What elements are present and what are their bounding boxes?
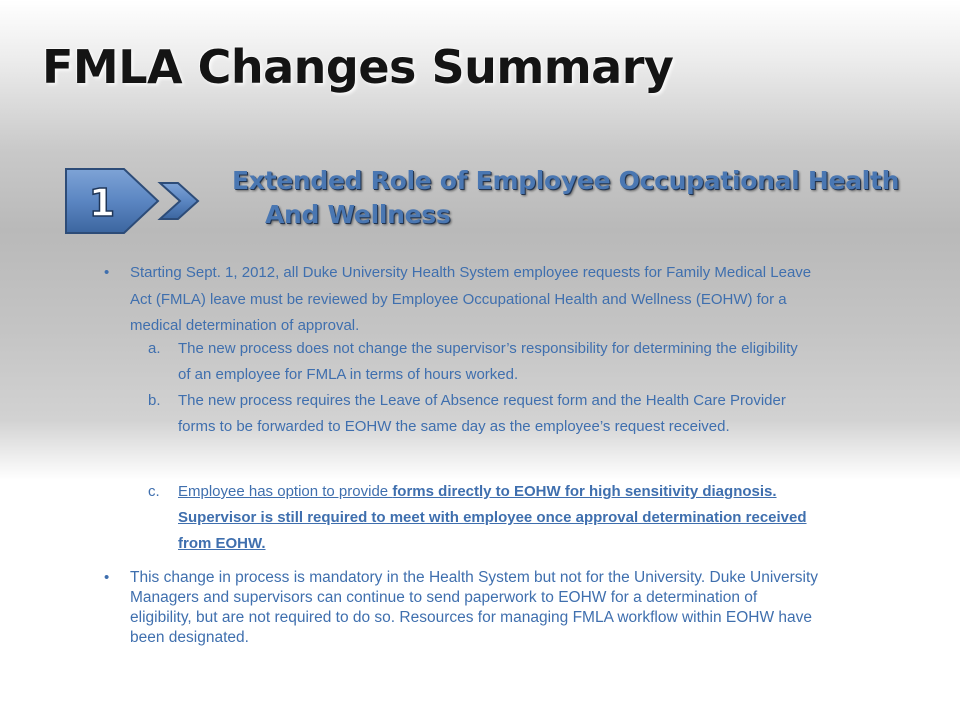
subtitle-line-2: And Wellness [265,200,451,229]
slide-title: FMLA Changes Summary [42,40,674,94]
sub-item-marker: a. [148,340,161,357]
double-chevron-icon [160,183,198,219]
sub-item-plain-text: Employee has option to provide [178,483,393,500]
sub-item-bold-text: forms directly to EOHW for high sensitivity diagnosis. Supervisor is still required to meet with employee once approval determination received from EOHW. [178,483,807,552]
sub-item-a [148,336,808,388]
sub-item-c [148,479,808,557]
sub-item-marker: b. [148,392,161,409]
bullet-item-eohw-review: • Starting Sept. 1, 2012, all Duke University Health System employee requests for Family Medical Leave Act (FMLA) leave must be reviewed by Employee Occupational Health and Wellness (EOHW) for a medical determination of approval. [130,260,820,340]
bullet-item-university-note: • This change in process is mandatory in the Health System but not for the University. Duke University Managers and supervisors can continue to send paperwork to EOHW for a determination of eligibility, but are not required to do so. Resources for managing FMLA workflow within EOHW have been designated. [130,568,820,648]
step-number: 1 [88,181,116,225]
sub-item-b [148,388,808,440]
step-chevron-graphic [62,163,212,239]
chevron-step-icon [62,163,212,239]
sub-item-text-underlined [178,479,808,557]
section-subtitle [232,164,899,232]
sub-item-marker: c. [148,483,160,500]
subtitle-line-1: Extended Role of Employee Occupational Health [232,166,900,195]
sub-item-text: The new process does not change the supervisor’s responsibility for determining the eligibility of an employee for FMLA in terms of hours worked. [178,340,798,383]
sub-item-text: The new process requires the Leave of Absence request form and the Health Care Provider forms to be forwarded to EOHW the same day as the employee’s request received. [178,392,786,435]
